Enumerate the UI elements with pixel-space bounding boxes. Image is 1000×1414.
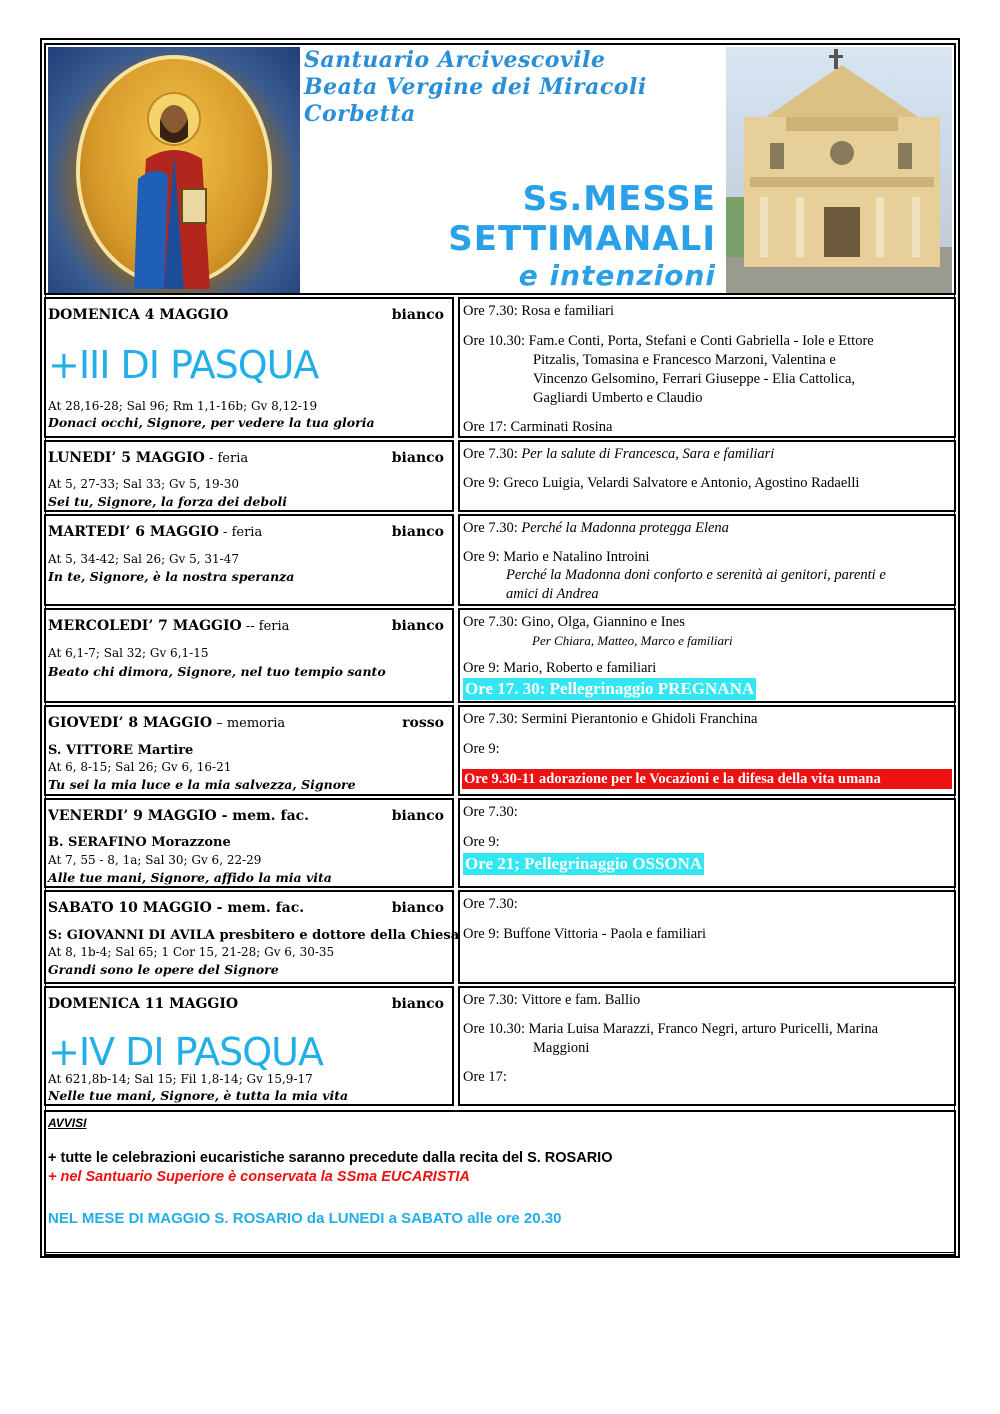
header [44,43,956,295]
feria-label: - feria [204,451,249,466]
mass-cont: Maggioni [533,1040,590,1056]
title-line: Santuario Arcivescovile [304,47,606,73]
psalm-response: Tu sei la mia luce e la mia salvezza, Signore [48,777,356,792]
mass-note: amici di Andrea [506,586,599,602]
pilgrimage-highlight: Ore 17. 30: Pellegrinaggio PREGNANA [465,679,755,698]
masses-heading [448,179,716,293]
table-row [44,297,956,438]
day-cell [44,986,454,1106]
mass-entry: Ore 17: Carminati Rosina [463,419,613,435]
mass-entry: Ore 9: Mario e Natalino Introini [463,549,650,565]
readings: At 5, 34-42; Sal 26; Gv 5, 31-47 [48,552,239,566]
notices-title: AVVISI [48,1116,87,1130]
sanctuary-title [304,47,647,128]
masses-cell [458,608,956,703]
church-facade-icon [726,47,952,293]
readings: At 8, 1b-4; Sal 65; 1 Cor 15, 21-28; Gv 6, 30-35 [48,945,335,959]
liturgical-color: bianco [391,808,444,824]
psalm-response: In te, Signore, è la nostra speranza [48,569,295,584]
mass-entry: Ore 7.30: [463,896,518,912]
liturgical-color: bianco [391,618,444,634]
mass-prefix: Ore 7.30: [463,520,522,536]
notice-rosary: + tutte le celebrazioni eucaristiche saranno precedute dalla recita del S. ROSARIO [48,1150,613,1166]
mass-entry: Ore 9: [463,834,500,850]
mass-entry: Ore 17: [463,1069,507,1085]
mass-intention: Per la salute di Francesca, Sara e familiari [521,446,775,462]
saint-name: B. SERAFINO Morazzone [48,835,231,850]
adoration-highlight: Ore 9.30-11 adorazione per le Vocazioni e la difesa della vita umana [462,769,952,789]
day-title [48,450,248,466]
readings: At 7, 55 - 8, 1a; Sal 30; Gv 6, 22-29 [48,853,262,867]
notice-eucharist: + nel Santuario Superiore è conservata la SSma EUCARISTIA [48,1169,470,1185]
day-cell [44,440,454,512]
notice-may-rosary: NEL MESE DI MAGGIO S. ROSARIO da LUNEDI a SABATO alle ore 20.30 [48,1210,562,1227]
liturgical-color: bianco [391,996,444,1012]
psalm-response: Donaci occhi, Signore, per vedere la tua gloria [48,415,375,430]
day-title [48,996,238,1012]
church-photo [726,47,952,293]
liturgical-color: bianco [391,450,444,466]
mass-entry: Ore 9: Mario, Roberto e familiari [463,660,657,676]
mass-cont: Gagliardi Umberto e Claudio [533,390,703,406]
psalm-response: Nelle tue mani, Signore, è tutta la mia vita [48,1088,349,1103]
table-row [44,890,956,984]
mass-cont: Vincenzo Gelsomino, Ferrari Giuseppe - Elia Cattolica, [533,371,856,387]
day-cell [44,608,454,703]
day-label: LUNEDI’ 5 MAGGIO [48,450,205,466]
readings: At 621,8b-14; Sal 15; Fil 1,8-14; Gv 15,9-17 [48,1072,313,1086]
saint-name: S: GIOVANNI DI AVILA presbitero e dottore della Chiesa [48,928,460,943]
table-row [44,798,956,888]
day-cell [44,705,454,796]
mass-entry [463,445,774,464]
mass-entry [463,1020,878,1058]
day-label: VENERDI’ 9 MAGGIO - mem. fac. [48,808,310,824]
readings: At 5, 27-33; Sal 33; Gv 5, 19-30 [48,477,239,491]
liturgical-color: bianco [391,900,444,916]
day-label: GIOVEDI’ 8 MAGGIO [48,715,213,731]
saint-name: S. VITTORE Martire [48,743,194,758]
table-row [44,986,956,1106]
mass-cont: Pitzalis, Tomasina e Francesco Marzoni, Valentina e [533,352,836,368]
day-cell [44,890,460,984]
mass-note: Perché la Madonna doni conforto e serenità ai genitori, parenti e [506,567,886,583]
day-label: DOMENICA 4 MAGGIO [48,307,229,323]
mass-entry: Ore 7.30: Sermini Pierantonio e Ghidoli Franchina [463,711,758,727]
mass-prefix: Ore 7.30: [463,446,522,462]
mass-note: Per Chiara, Matteo, Marco e familiari [532,633,733,648]
pilgrimage-highlight: Ore 21; Pellegrinaggio OSSONA [465,854,703,873]
table-row [44,514,956,606]
masses-cell [458,297,956,438]
mass-entry [463,332,874,408]
mass-entry: Ore 7.30: [463,804,518,820]
masses-cell [458,705,956,796]
table-row [44,608,956,703]
feast-title: +IV DI PASQUA [48,1030,323,1074]
heading-line-1: Ss.MESSE [522,179,716,219]
day-label: SABATO 10 MAGGIO - mem. fac. [48,900,305,916]
day-cell [44,297,454,438]
masses-cell [458,798,956,888]
psalm-response: Grandi sono le opere del Signore [48,962,279,977]
readings: At 6, 8-15; Sal 26; Gv 6, 16-21 [48,760,232,774]
notices-box [44,1110,956,1256]
psalm-response: Beato chi dimora, Signore, nel tuo tempio santo [48,664,386,679]
day-cell [44,514,454,606]
table-row [44,440,956,512]
masses-cell [458,986,956,1106]
mass-entry: Ore 9: [463,741,500,757]
feria-label: -- feria [241,619,290,634]
liturgical-color: bianco [391,524,444,540]
psalm-response: Sei tu, Signore, la forza dei deboli [48,494,287,509]
mass-entry: Ore 7.30: Vittore e fam. Ballio [463,992,641,1008]
christ-figure-icon [124,89,224,289]
feria-label: - feria [218,525,263,540]
day-cell [44,798,454,888]
masses-cell [458,890,956,984]
mass-line: Ore 10.30: Fam.e Conti, Porta, Stefani e Conti Gabriella - Iole e Ettore [463,333,874,349]
mass-entry: Ore 9: Greco Luigia, Velardi Salvatore e Antonio, Agostino Radaelli [463,475,860,491]
christ-mosaic-image [48,47,300,293]
feria-label: – memoria [212,716,286,731]
day-title [48,900,304,916]
readings: At 6,1-7; Sal 32; Gv 6,1-15 [48,646,209,660]
day-title [48,715,285,731]
liturgical-color: rosso [402,715,444,731]
masses-cell [458,440,956,512]
day-label: MERCOLEDI’ 7 MAGGIO [48,618,242,634]
title-line: Corbetta [304,101,416,127]
mass-entry [463,519,729,538]
heading-line-2: SETTIMANALI [448,219,716,259]
day-label: MARTEDI’ 6 MAGGIO [48,524,219,540]
day-title [48,808,309,824]
heading-line-3: e intenzioni [518,259,716,292]
day-title [48,524,262,540]
mass-entry: Ore 7.30: Gino, Olga, Giannino e Ines [463,614,685,630]
mass-intention: Perché la Madonna protegga Elena [521,520,729,536]
readings: At 28,16-28; Sal 96; Rm 1,1-16b; Gv 8,12-19 [48,399,318,413]
mass-entry: Ore 7.30: Rosa e familiari [463,303,614,319]
psalm-response: Alle tue mani, Signore, affido la mia vita [48,870,332,885]
mass-entry: Ore 9: Buffone Vittoria - Paola e familiari [463,926,707,942]
day-title [48,307,228,323]
mass-line: Ore 10.30: Maria Luisa Marazzi, Franco Negri, arturo Puricelli, Marina [463,1021,879,1037]
masses-cell [458,514,956,606]
day-label: DOMENICA 11 MAGGIO [48,996,239,1012]
title-line: Beata Vergine dei Miracoli [304,74,647,100]
day-title [48,618,289,634]
feast-title: +III DI PASQUA [48,343,319,387]
table-row [44,705,956,796]
liturgical-color: bianco [391,307,444,323]
